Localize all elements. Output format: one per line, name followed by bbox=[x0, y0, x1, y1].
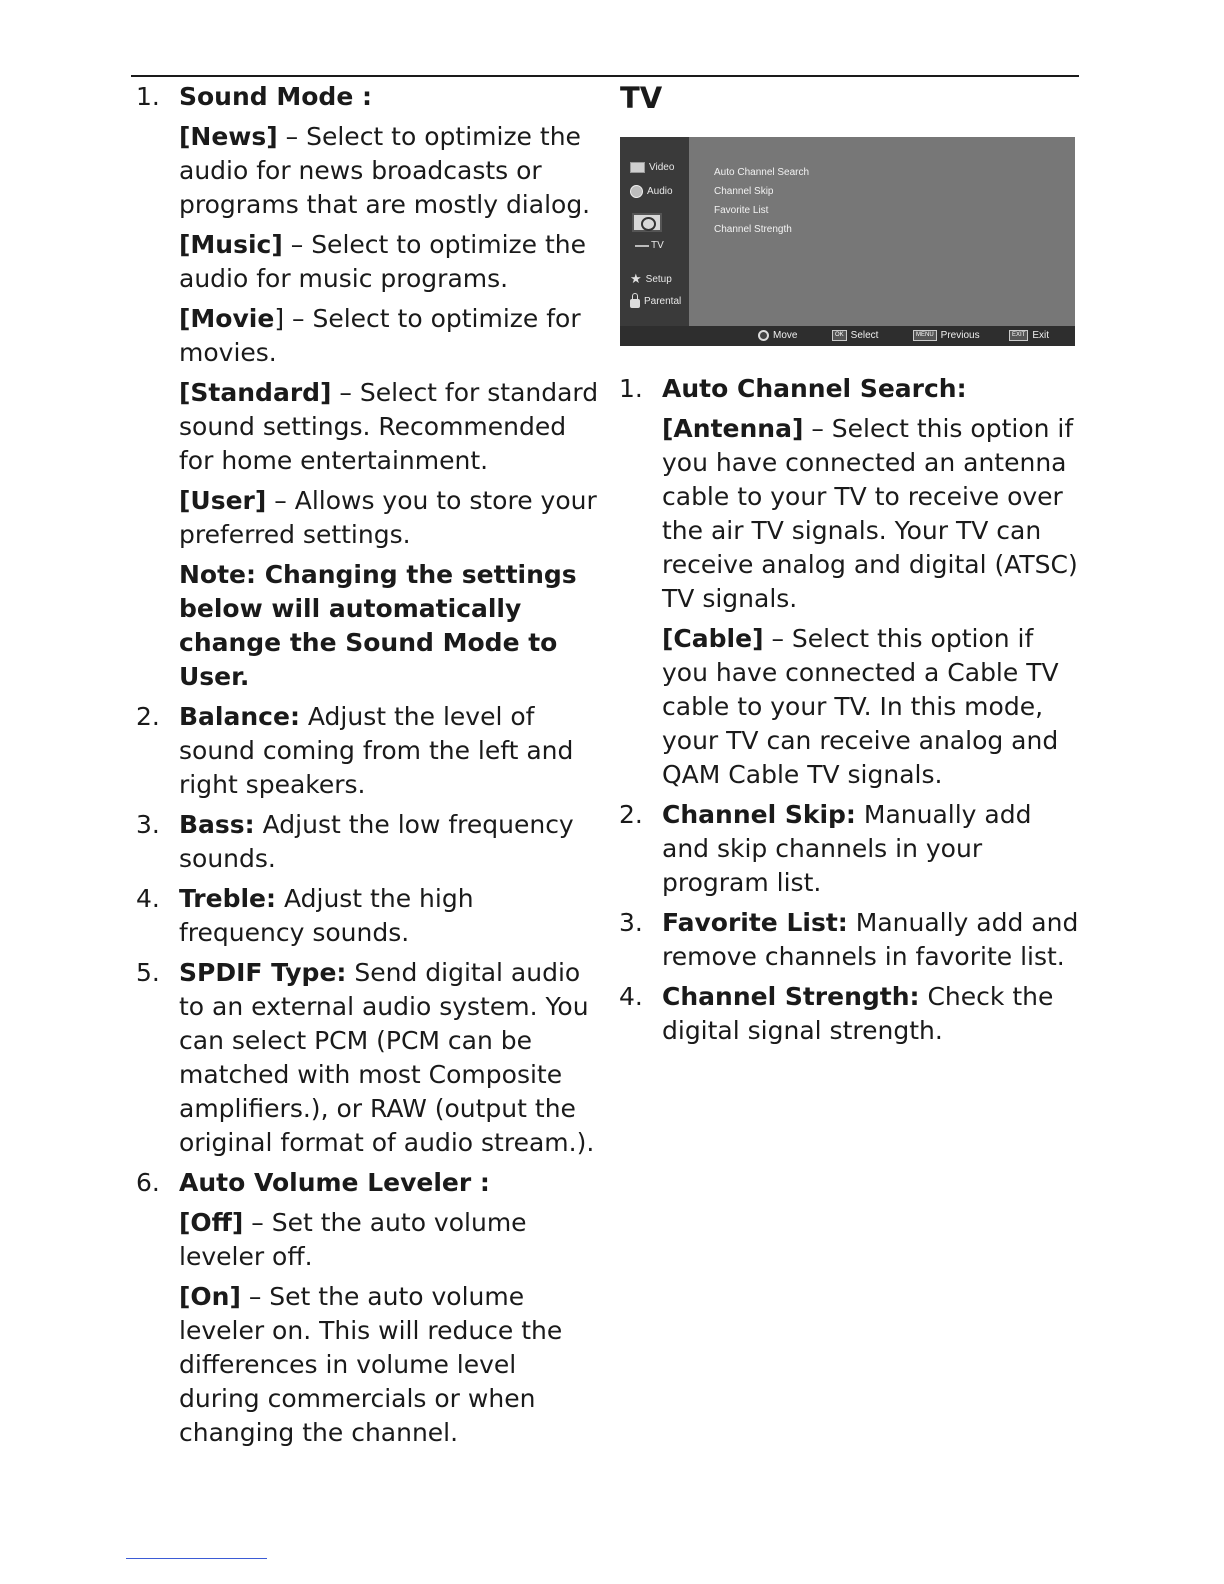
hint-previous bbox=[913, 330, 980, 341]
standard-option bbox=[179, 376, 601, 478]
hint-move-label: Move bbox=[773, 330, 798, 341]
hint-exit-label: Exit bbox=[1032, 330, 1050, 341]
menu-item-favorite-list: Favorite List bbox=[714, 205, 769, 216]
cable-term: [Cable] bbox=[662, 624, 764, 653]
balance-text: Adjust the level of sound coming from the left and right speakers. bbox=[179, 702, 574, 799]
item-number: 2. bbox=[136, 702, 160, 731]
news-text: – Select to optimize the audio for news broadcasts or programs that are mostly dialog. bbox=[179, 122, 591, 219]
item-number: 4. bbox=[136, 884, 160, 913]
menu-key-icon: MENU bbox=[913, 330, 937, 341]
antenna-term: [Antenna] bbox=[662, 414, 804, 443]
antenna-option bbox=[662, 412, 1079, 616]
item-number: 1. bbox=[619, 374, 643, 403]
sound-mode-note: Note: Changing the settings below will automatically change the Sound Mode to User. bbox=[179, 560, 577, 691]
lock-icon bbox=[630, 299, 640, 308]
music-option bbox=[179, 228, 601, 296]
favorite-desc bbox=[662, 906, 1079, 974]
ok-key-icon: OK bbox=[832, 330, 847, 341]
item-number: 1. bbox=[136, 82, 160, 111]
balance-desc bbox=[179, 700, 601, 802]
menu-side-label: Parental bbox=[644, 296, 682, 307]
item-number: 6. bbox=[136, 1168, 160, 1197]
list-item-spdif bbox=[131, 956, 601, 1160]
menu-side-label: Setup bbox=[645, 273, 672, 285]
audio-icon bbox=[630, 185, 643, 198]
item-number: 3. bbox=[619, 908, 643, 937]
list-item-balance bbox=[131, 700, 601, 802]
favorite-term: Favorite List: bbox=[662, 908, 848, 937]
hint-exit bbox=[1009, 330, 1049, 341]
cable-option bbox=[662, 622, 1079, 792]
treble-term: Treble: bbox=[179, 884, 277, 913]
item-number: 3. bbox=[136, 810, 160, 839]
top-rule bbox=[131, 75, 1079, 77]
right-column bbox=[614, 372, 1079, 1054]
bottom-rule bbox=[126, 1558, 267, 1559]
item-number: 4. bbox=[619, 982, 643, 1011]
on-option bbox=[179, 1280, 601, 1450]
hint-move bbox=[758, 330, 797, 341]
list-item-channel-strength bbox=[614, 980, 1079, 1048]
hint-select-label: Select bbox=[850, 330, 879, 341]
menu-side-label: Audio bbox=[647, 186, 673, 197]
menu-hint-bar bbox=[620, 326, 1075, 346]
item-number: 5. bbox=[136, 958, 160, 987]
bass-desc bbox=[179, 808, 601, 876]
off-term: [Off] bbox=[179, 1208, 244, 1237]
hint-select bbox=[832, 330, 878, 341]
list-item-sound-mode bbox=[131, 80, 601, 694]
menu-item-channel-skip: Channel Skip bbox=[714, 186, 774, 197]
list-item-treble bbox=[131, 882, 601, 950]
bass-term: Bass: bbox=[179, 810, 255, 839]
strength-text: Check the digital signal strength. bbox=[662, 982, 1054, 1045]
cable-text: – Select this option if you have connected a Cable TV cable to your TV. In this mode, your TV can receive analog and QAM Cable TV signals. bbox=[662, 624, 1059, 789]
treble-desc bbox=[179, 882, 601, 950]
user-text: – Allows you to store your preferred settings. bbox=[179, 486, 597, 549]
standard-term: [Standard] bbox=[179, 378, 332, 407]
tv-selection-bar bbox=[635, 245, 649, 247]
menu-side-item-tv: TV bbox=[651, 240, 664, 251]
off-option bbox=[179, 1206, 601, 1274]
list-item-bass bbox=[131, 808, 601, 876]
off-text: – Set the auto volume leveler off. bbox=[179, 1208, 527, 1271]
list-item-favorite-list bbox=[614, 906, 1079, 974]
item-number: 2. bbox=[619, 800, 643, 829]
avl-title: Auto Volume Leveler : bbox=[179, 1168, 490, 1197]
news-term: [News] bbox=[179, 122, 278, 151]
exit-key-icon: EXIT bbox=[1009, 330, 1028, 341]
skip-term: Channel Skip: bbox=[662, 800, 856, 829]
move-icon bbox=[758, 330, 769, 341]
on-term: [On] bbox=[179, 1282, 241, 1311]
sound-mode-title: Sound Mode : bbox=[179, 82, 372, 111]
auto-search-title: Auto Channel Search: bbox=[662, 374, 967, 403]
left-column bbox=[131, 80, 601, 1456]
menu-side-item-parental bbox=[630, 295, 681, 308]
movie-term: [Movie bbox=[179, 304, 275, 333]
skip-desc bbox=[662, 798, 1079, 900]
news-option bbox=[179, 120, 601, 222]
skip-text: Manually add and skip channels in your program list. bbox=[662, 800, 1032, 897]
menu-items bbox=[714, 163, 809, 239]
menu-side-item-setup bbox=[630, 271, 672, 287]
menu-item-auto-channel-search: Auto Channel Search bbox=[714, 167, 810, 178]
on-text: – Set the auto volume leveler on. This will reduce the differences in volume level during commercials or when changing the channel. bbox=[179, 1282, 563, 1447]
tv-icon bbox=[632, 213, 662, 232]
spdif-term: SPDIF Type: bbox=[179, 958, 347, 987]
list-item-auto-volume-leveler bbox=[131, 1166, 601, 1450]
section-heading-tv: TV bbox=[620, 81, 663, 115]
music-text: – Select to optimize the audio for music programs. bbox=[179, 230, 586, 293]
bass-text: Adjust the low frequency sounds. bbox=[179, 810, 574, 873]
star-icon: ★ bbox=[630, 271, 642, 286]
hint-previous-label: Previous bbox=[940, 330, 980, 341]
user-term: [User] bbox=[179, 486, 267, 515]
treble-text: Adjust the high frequency sounds. bbox=[179, 884, 474, 947]
user-option bbox=[179, 484, 601, 552]
video-icon bbox=[630, 162, 645, 173]
menu-side-label: Video bbox=[649, 162, 675, 173]
movie-text: ] – Select to optimize for movies. bbox=[179, 304, 581, 367]
balance-term: Balance: bbox=[179, 702, 300, 731]
spdif-text: Send digital audio to an external audio system. You can select PCM (PCM can be matched with most Composite amplifiers.), or RAW (output the original format of audio stream.). bbox=[179, 958, 595, 1157]
strength-term: Channel Strength: bbox=[662, 982, 920, 1011]
music-term: [Music] bbox=[179, 230, 283, 259]
standard-text: – Select for standard sound settings. Recommended for home entertainment. bbox=[179, 378, 599, 475]
strength-desc bbox=[662, 980, 1079, 1048]
list-item-auto-channel-search bbox=[614, 372, 1079, 792]
menu-side-item-video bbox=[630, 162, 674, 173]
menu-sidebar bbox=[620, 137, 689, 326]
spdif-desc bbox=[179, 956, 601, 1160]
antenna-text: – Select this option if you have connected an antenna cable to your TV to receive over the air TV signals. Your TV can receive analog and digital (ATSC) TV signals. bbox=[662, 414, 1078, 613]
tv-menu-screenshot bbox=[620, 137, 1075, 346]
menu-side-item-audio bbox=[630, 185, 673, 198]
list-item-channel-skip bbox=[614, 798, 1079, 900]
favorite-text: Manually add and remove channels in favorite list. bbox=[662, 908, 1079, 971]
menu-item-channel-strength: Channel Strength bbox=[714, 224, 792, 235]
movie-option bbox=[179, 302, 601, 370]
